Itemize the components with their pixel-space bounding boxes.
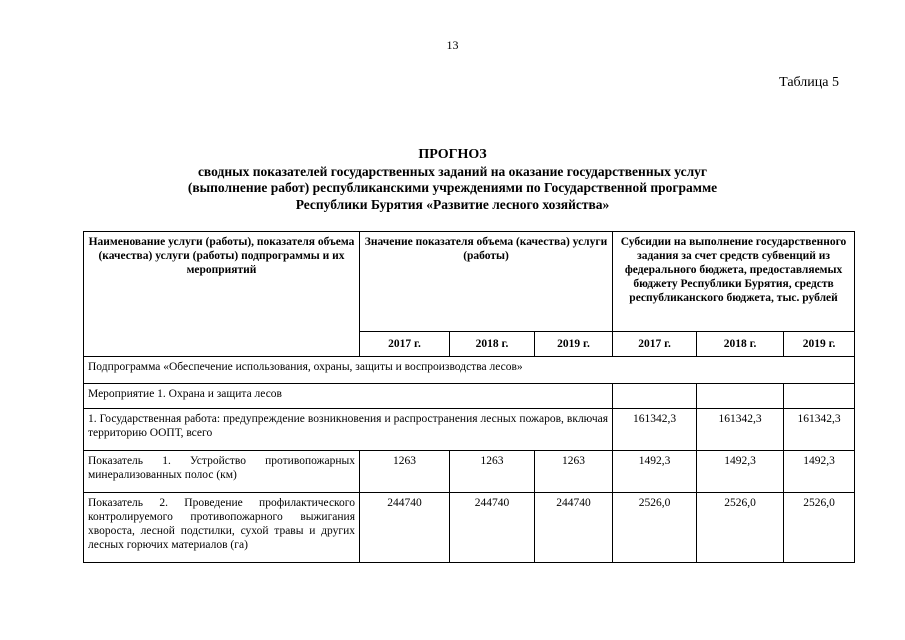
year-cell: 2019 г. — [784, 332, 855, 357]
value-cell: 244740 — [360, 493, 450, 563]
title-line-2: сводных показателей государственных заданий на оказание государственных услуг — [197, 163, 708, 179]
header-col-subsidies: Субсидии на выполнение государственного задания за счет средств субвенций из федерального бюджета, предоставляемых бюджету Республики Бурятия, средств республиканского бюджета, тыс. рублей — [613, 232, 855, 332]
empty-cell — [613, 384, 697, 409]
title-line-3: (выполнение работ) республиканскими учреждениями по Государственной программе — [187, 180, 718, 195]
indicator-name-cell: Показатель 1. Устройство противопожарных минерализованных полос (км) — [84, 451, 360, 493]
empty-cell — [697, 384, 784, 409]
year-cell: 2017 г. — [360, 332, 450, 357]
subsidy-cell: 161342,3 — [613, 409, 697, 451]
header-col-values: Значение показателя объема (качества) услуги (работы) — [360, 232, 613, 332]
title-line-1: ПРОГНОЗ — [418, 147, 487, 162]
empty-cell — [784, 384, 855, 409]
subprogram-row — [84, 357, 855, 384]
forecast-table — [83, 231, 855, 563]
value-cell: 1263 — [450, 451, 535, 493]
value-cell: 1263 — [360, 451, 450, 493]
indicator-row — [84, 493, 855, 563]
measure-row — [84, 384, 855, 409]
measure-cell: Мероприятие 1. Охрана и защита лесов — [84, 384, 613, 409]
page-number: 13 — [446, 38, 459, 52]
subsidy-cell: 1492,3 — [784, 451, 855, 493]
value-cell: 244740 — [450, 493, 535, 563]
header-row — [84, 232, 855, 332]
subsidy-cell: 1492,3 — [613, 451, 697, 493]
document-title — [0, 147, 905, 213]
year-cell: 2017 г. — [613, 332, 697, 357]
indicator-name-cell: Показатель 2. Проведение профилактического контролируемого противопожарного выжигания хвороста, лесной подстилки, сухой травы и других лесных горючих материалов (га) — [84, 493, 360, 563]
subsidy-cell: 161342,3 — [697, 409, 784, 451]
subsidy-cell: 1492,3 — [697, 451, 784, 493]
value-cell: 1263 — [535, 451, 613, 493]
work-row — [84, 409, 855, 451]
work-name-cell: 1. Государственная работа: предупреждение возникновения и распространения лесных пожаров, включая территорию ООПТ, всего — [84, 409, 613, 451]
year-cell: 2019 г. — [535, 332, 613, 357]
subsidy-cell: 2526,0 — [697, 493, 784, 563]
table-label: Таблица 5 — [779, 75, 839, 90]
subsidy-cell: 2526,0 — [613, 493, 697, 563]
value-cell: 244740 — [535, 493, 613, 563]
subprogram-cell: Подпрограмма «Обеспечение использования, охраны, защиты и воспроизводства лесов» — [84, 357, 855, 384]
indicator-row — [84, 451, 855, 493]
year-cell: 2018 г. — [450, 332, 535, 357]
subsidy-cell: 161342,3 — [784, 409, 855, 451]
subsidy-cell: 2526,0 — [784, 493, 855, 563]
header-col-name: Наименование услуги (работы), показателя объема (качества) услуги (работы) подпрограммы и их мероприятий — [84, 232, 360, 357]
title-line-4: Республики Бурятия «Развитие лесного хозяйства» — [295, 196, 610, 212]
year-cell: 2018 г. — [697, 332, 784, 357]
